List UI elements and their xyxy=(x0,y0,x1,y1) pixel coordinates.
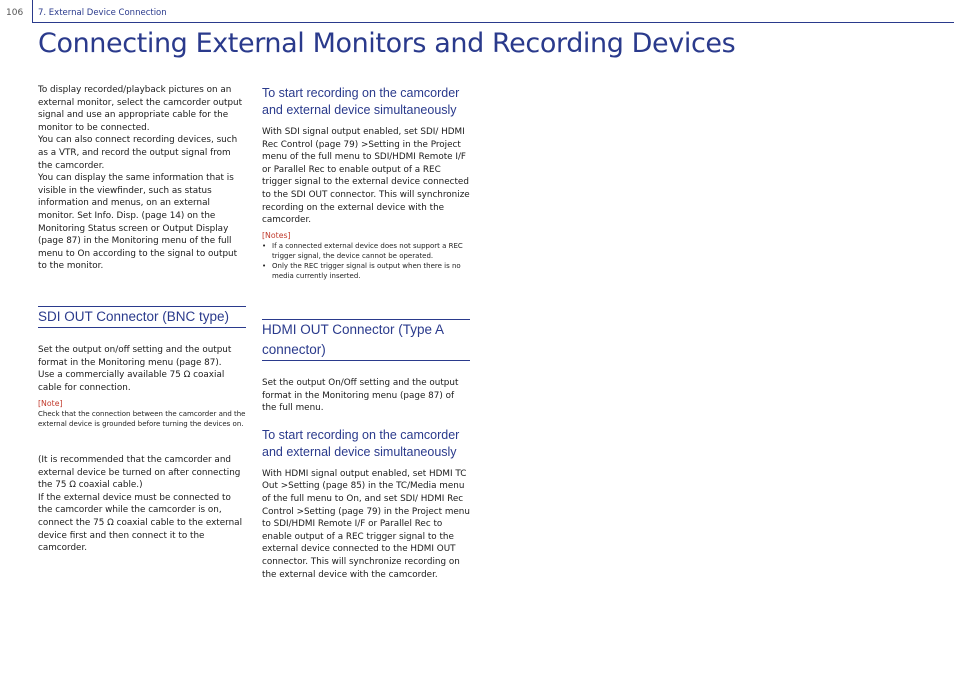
sub-heading-hdmi-rec: To start recording on the camcorder and external device simultaneously xyxy=(262,427,460,459)
sdi-out-heading: SDI OUT Connector (BNC type) xyxy=(38,306,246,328)
header-divider xyxy=(32,0,33,22)
page-title: Connecting External Monitors and Recording Devices xyxy=(38,28,736,59)
header-rule xyxy=(32,22,954,23)
bullet-icon: • xyxy=(262,261,267,270)
sdi-section xyxy=(38,306,246,328)
note-item-text: If a connected external device does not support a REC trigger signal, the device cannot be operated. xyxy=(272,241,463,260)
left-column xyxy=(38,84,246,273)
sdi-after xyxy=(38,454,246,555)
bullet-icon: • xyxy=(262,241,267,250)
hdmi-body xyxy=(262,377,470,581)
intro-paragraph: You can display the same information that is visible in the viewfinder, such as status information and menus, on an external monitor. Set Info. Disp. (page 14) on the Monitoring Status screen or Output Display (page 87) in the Monitoring menu of the full menu to On according to the signal to output to the monitor. xyxy=(38,173,238,272)
sdi-rec-paragraph: With SDI signal output enabled, set SDI/ HDMI Rec Control (page 79) >Setting in the Project menu of the full menu to SDI/HDMI Remote I/F or Parallel Rec to enable output of a REC trigger signal to the external device connected to the SDI OUT connector. This will synchronize recording on the external device with the camcorder. xyxy=(262,127,470,226)
page-number: 106 xyxy=(6,8,24,18)
note-item xyxy=(262,241,470,261)
hdmi-section xyxy=(262,319,470,361)
hdmi-body-paragraph: Set the output On/Off setting and the output format in the Monitoring menu (page 87) of the full menu. xyxy=(262,378,459,414)
chapter-breadcrumb[interactable]: 7. External Device Connection xyxy=(38,8,167,18)
sdi-body-paragraph: Set the output on/off setting and the output format in the Monitoring menu (page 87). xyxy=(38,345,232,368)
sdi-after-paragraph: (It is recommended that the camcorder and external device be turned on after connecting the 75 Ω coaxial cable.) xyxy=(38,455,241,491)
notes-label: [Notes] xyxy=(262,230,291,240)
sdi-body xyxy=(38,344,246,429)
hdmi-out-heading: HDMI OUT Connector (Type A connector) xyxy=(262,319,470,361)
sdi-after-paragraph: If the external device must be connected to the camcorder while the camcorder is on, connect the 75 Ω coaxial cable to the external device first and then connect it to the camcorder. xyxy=(38,492,243,554)
note-item-text: Only the REC trigger signal is output when there is no media currently inserted. xyxy=(272,261,461,280)
right-column-top xyxy=(262,85,470,281)
sdi-body-paragraph: Use a commercially available 75 Ω coaxial cable for connection. xyxy=(38,370,225,393)
note-text: Check that the connection between the camcorder and the external device is grounded before turning the devices on. xyxy=(38,410,246,429)
intro-paragraph: You can also connect recording devices, such as a VTR, and record the output signal from the camcorder. xyxy=(38,135,238,171)
note-item xyxy=(262,261,470,281)
notes-list xyxy=(262,241,470,281)
note-label: [Note] xyxy=(38,399,63,409)
sub-heading-sdi-rec: To start recording on the camcorder and external device simultaneously xyxy=(262,86,460,117)
intro-paragraph: To display recorded/playback pictures on an external monitor, select the camcorder output signal and use an appropriate cable for the monitor to be connected. xyxy=(38,85,243,133)
hdmi-rec-paragraph: With HDMI signal output enabled, set HDMI TC Out >Setting (page 85) in the TC/Media menu of the full menu to On, and set SDI/ HDMI Rec Control >Setting (page 79) in the Project menu to SDI/HDMI Remote I/F or Parallel Rec to enable output of a REC trigger signal to the external device connected to the HDMI OUT connector. This will synchronize recording on the external device with the camcorder. xyxy=(262,468,470,580)
